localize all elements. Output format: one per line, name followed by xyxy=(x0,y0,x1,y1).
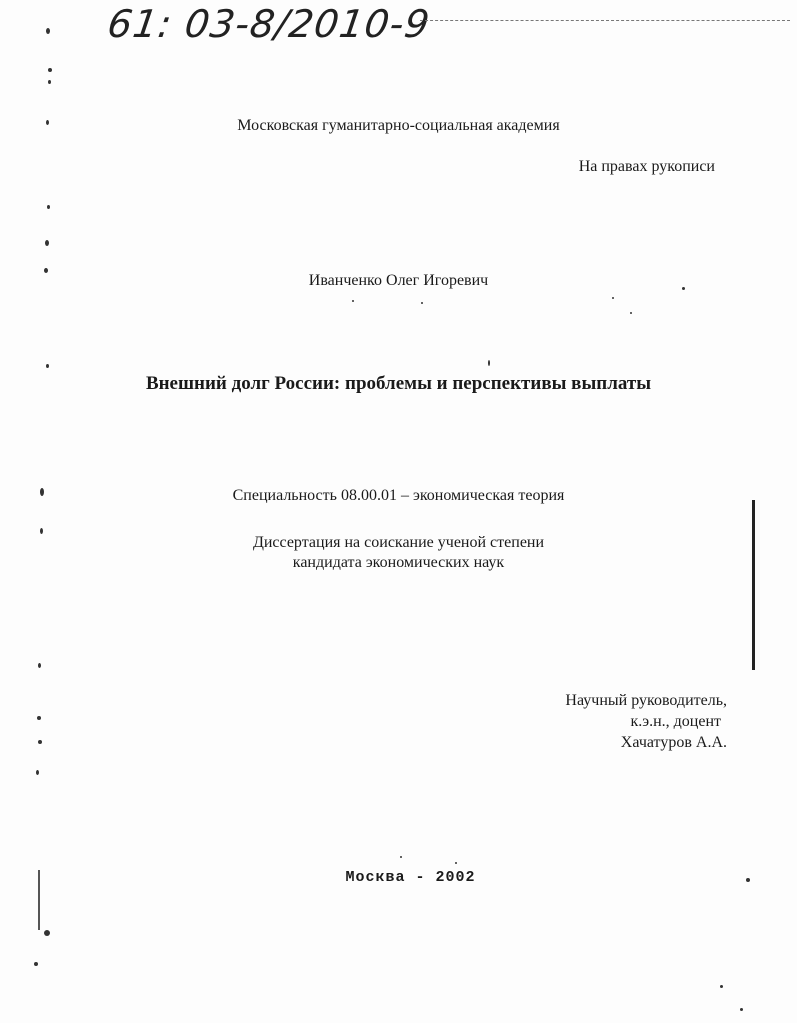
scan-speck xyxy=(455,862,457,864)
dissertation-degree-line-1: Диссертация на соискание ученой степени xyxy=(252,534,545,551)
supervisor-block xyxy=(565,690,727,753)
scan-speck xyxy=(352,300,354,302)
scan-speck xyxy=(720,985,723,988)
handwritten-archive-code: 61: 03-8/2010-9 xyxy=(104,2,433,46)
scan-speck xyxy=(488,360,490,366)
author-name: Иванченко Олег Игоревич xyxy=(308,272,489,289)
scan-speck xyxy=(38,663,41,668)
scan-speck xyxy=(38,740,42,744)
scan-speck xyxy=(48,80,51,84)
scan-speck xyxy=(400,856,402,858)
scan-speck xyxy=(740,1008,743,1011)
scan-speck xyxy=(40,488,44,496)
scan-speck xyxy=(682,287,685,290)
scan-edge-mark xyxy=(752,500,755,670)
scan-speck xyxy=(36,770,39,775)
scan-speck xyxy=(46,120,49,125)
scan-speck xyxy=(37,716,41,720)
dissertation-degree-line-2: кандидата экономических наук xyxy=(292,554,505,571)
scan-speck xyxy=(45,240,49,246)
rights-note: На правах рукописи xyxy=(578,158,715,175)
scan-speck xyxy=(44,268,48,273)
scan-speck xyxy=(746,878,750,882)
scan-speck xyxy=(40,528,43,534)
scan-speck xyxy=(421,302,423,304)
scan-speck xyxy=(612,297,614,299)
supervisor-name: Хачатуров А.А. xyxy=(620,734,727,751)
specialty-line: Специальность 08.00.01 – экономическая теория xyxy=(232,487,565,504)
institution-name: Московская гуманитарно-социальная академия xyxy=(237,117,560,134)
scan-speck xyxy=(47,205,50,209)
scan-speck xyxy=(630,312,632,314)
dissertation-title: Внешний долг России: проблемы и перспективы выплаты xyxy=(145,373,652,394)
supervisor-degree: к.э.н., доцент xyxy=(630,713,721,730)
dashed-rule xyxy=(420,20,790,21)
scan-left-mark xyxy=(38,870,40,930)
supervisor-role: Научный руководитель, xyxy=(565,692,727,709)
scan-speck xyxy=(48,68,52,72)
scan-speck xyxy=(46,28,50,34)
scan-speck xyxy=(44,930,50,936)
scan-speck xyxy=(46,364,49,368)
scan-speck xyxy=(34,962,38,966)
city-year: Москва - 2002 xyxy=(345,869,476,886)
